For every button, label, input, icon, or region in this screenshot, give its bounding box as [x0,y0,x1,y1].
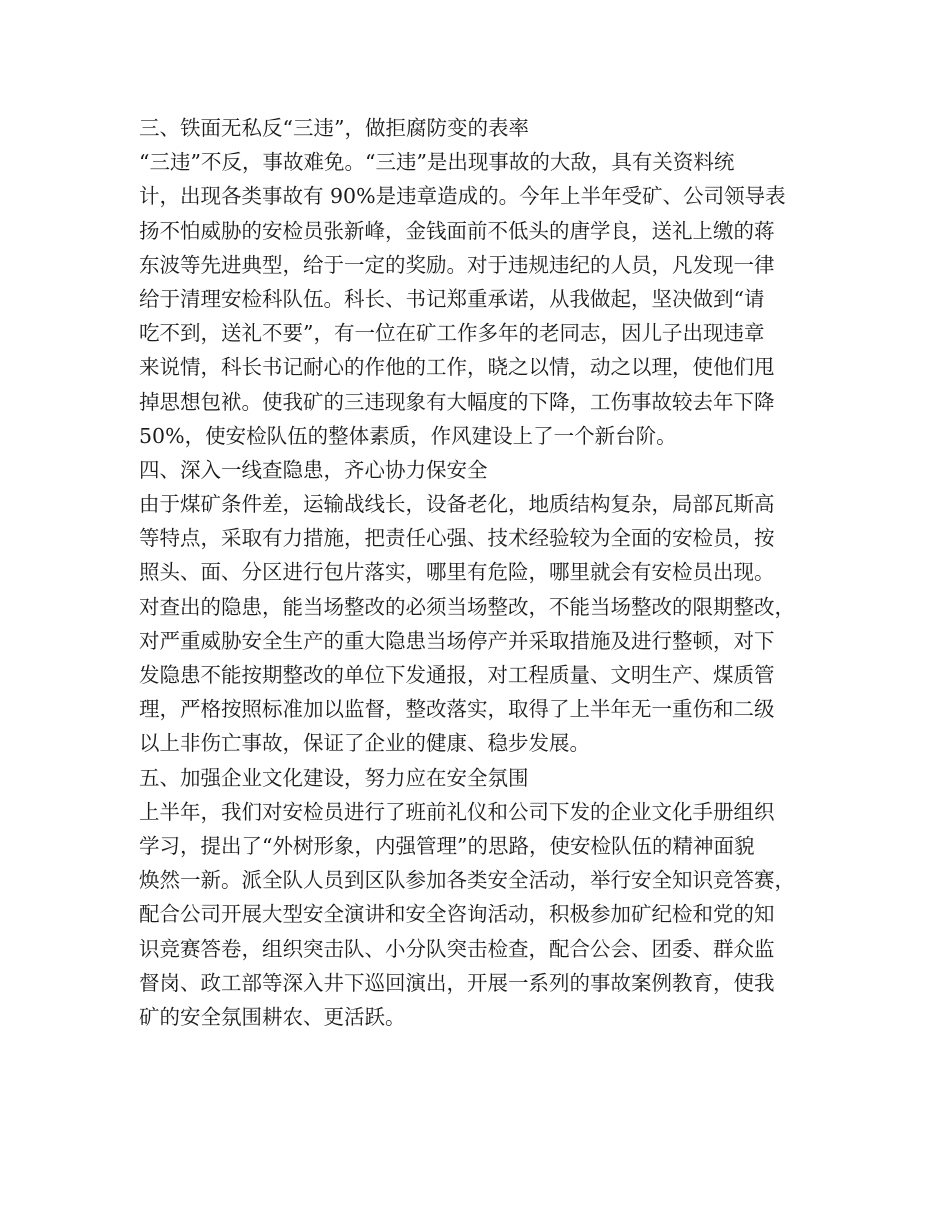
paragraph-line: 计，出现各类事故有 90%是违章造成的。今年上半年受矿、公司领导表 [139,184,786,209]
paragraph-line: 50%，使安检队伍的整体素质，作风建设上了一个新台阶。 [139,423,677,448]
paragraph-line: 对严重威胁安全生产的重大隐患当场停产并采取措施及进行整顿，对下 [139,628,775,653]
paragraph-line: 配合公司开展大型安全演讲和安全咨询活动，积极参加矿纪检和党的知 [139,902,775,927]
paragraph-line: 给于清理安检科队伍。科长、书记郑重承诺，从我做起，坚决做到“请 [139,286,765,311]
paragraph-line: 学习，提出了“外树形象，内强管理”的思路，使安检队伍的精神面貌 [139,833,755,858]
paragraph-line: 对查出的隐患，能当场整改的必须当场整改，不能当场整改的限期整改， [139,594,795,619]
paragraph-line: 掉思想包袱。使我矿的三违现象有大幅度的下降，工伤事故较去年下降 [139,389,775,414]
paragraph-line: 照头、面、分区进行包片落实，哪里有危险，哪里就会有安检员出现。 [139,560,775,585]
paragraph-line: 督岗、政工部等深入井下巡回演出，开展一系列的事故案例教育，使我 [139,970,775,995]
paragraph-line: 上半年，我们对安检员进行了班前礼仪和公司下发的企业文化手册组织 [139,799,775,824]
section-heading-4: 四、深入一线查隐患，齐心协力保安全 [139,457,488,482]
paragraph-line: 由于煤矿条件差，运输战线长，设备老化，地质结构复杂，局部瓦斯高 [139,492,775,517]
document-body [139,111,829,1034]
paragraph-line: 等特点，采取有力措施，把责任心强、技术经验较为全面的安检员，按 [139,526,775,551]
paragraph-line: 扬不怕威胁的安检员张新峰，金钱面前不低头的唐学良，送礼上缴的蒋 [139,218,775,243]
paragraph-line: 矿的安全氛围耕农、更活跃。 [139,1004,406,1029]
paragraph-line: 来说情，科长书记耐心的作他的工作，晓之以情，动之以理，使他们甩 [139,355,775,380]
paragraph-line: 识竞赛答卷，组织突击队、小分队突击检查，配合公会、团委、群众监 [139,936,775,961]
paragraph-line: 吃不到，送礼不要”，有一位在矿工作多年的老同志，因儿子出现违章 [139,321,765,346]
paragraph-line: 发隐患不能按期整改的单位下发通报，对工程质量、文明生产、煤质管 [139,663,775,687]
paragraph-line: 焕然一新。派全队人员到区队参加各类安全活动，举行安全知识竞答赛， [139,868,795,893]
section-heading-3: 三、铁面无私反“三违”，做拒腐防变的表率 [139,116,529,140]
paragraph-line: 以上非伤亡事故，保证了企业的健康、稳步发展。 [139,731,590,756]
paragraph-line: “三违”不反，事故难免。“三违”是出现事故的大敌，具有关资料统 [139,150,735,175]
section-heading-5: 五、加强企业文化建设，努力应在安全氛围 [139,765,529,790]
paragraph-line: 东波等先进典型，给于一定的奖励。对于违规违纪的人员，凡发现一律 [139,252,775,277]
paragraph-line: 理，严格按照标准加以监督，整改落实，取得了上半年无一重伤和二级 [139,697,775,722]
